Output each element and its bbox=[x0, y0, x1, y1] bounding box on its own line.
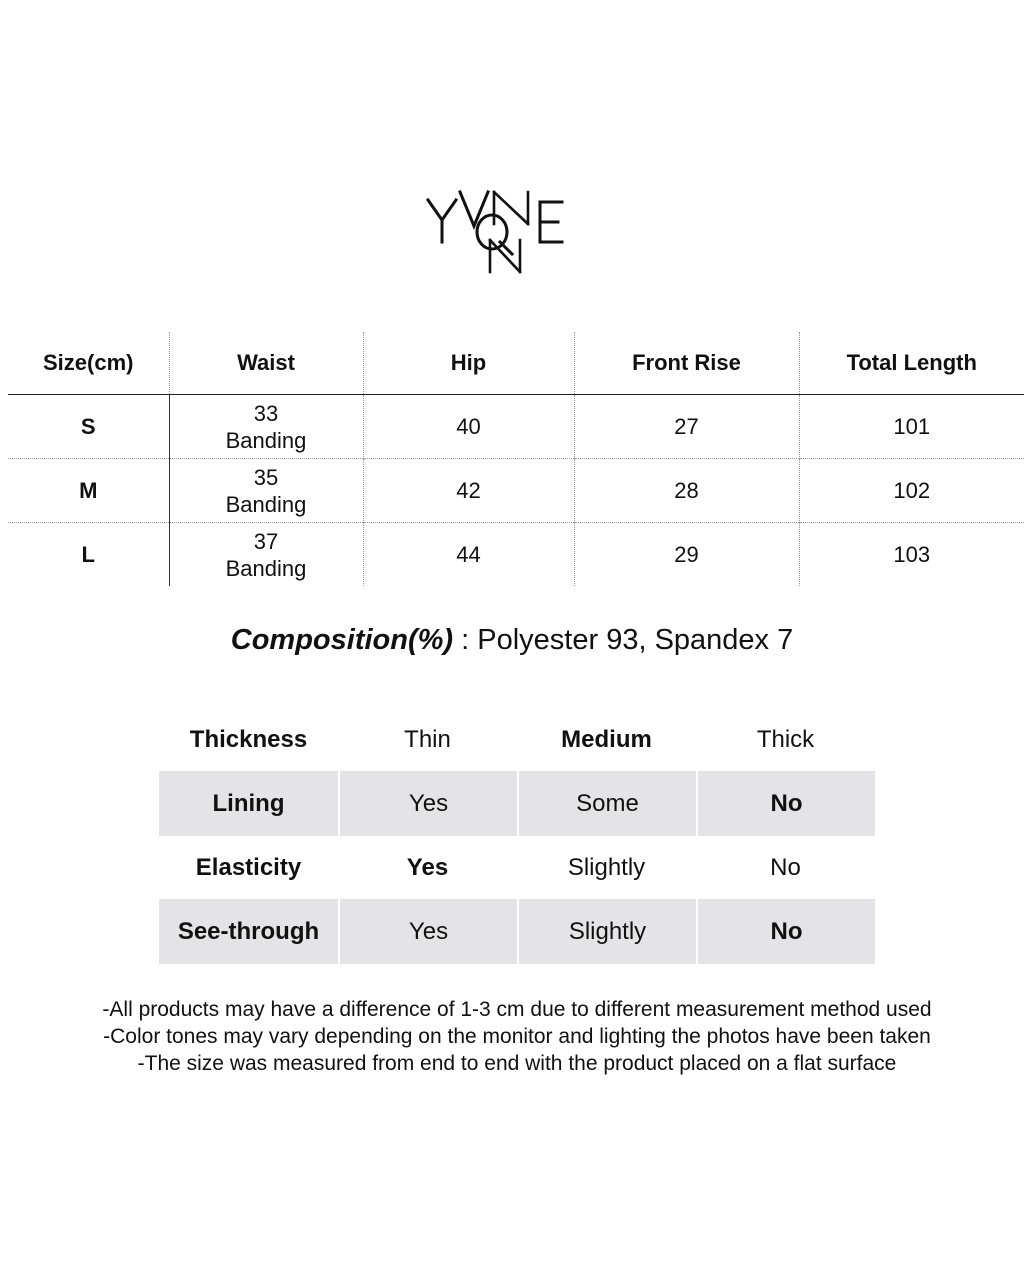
size-label: M bbox=[8, 459, 169, 523]
fabric-attribute: Elasticity bbox=[195, 853, 302, 881]
fabric-properties-table bbox=[159, 708, 875, 964]
composition-separator: : bbox=[453, 624, 478, 656]
fabric-option-selected: No bbox=[696, 771, 875, 836]
waist-note: Banding bbox=[225, 555, 307, 581]
total-length-value: 101 bbox=[799, 395, 1024, 459]
waist-number: 37 bbox=[253, 528, 279, 554]
header-hip: Hip bbox=[363, 332, 574, 395]
waist-note: Banding bbox=[225, 491, 307, 517]
fabric-row-thickness bbox=[159, 708, 875, 771]
composition-value: Polyester 93, Spandex 7 bbox=[477, 624, 794, 656]
fabric-row-lining bbox=[159, 771, 875, 836]
total-length-value: 103 bbox=[799, 523, 1024, 587]
fabric-option: Yes bbox=[338, 771, 517, 836]
fabric-option: Some bbox=[517, 771, 696, 836]
fabric-attribute: Thickness bbox=[189, 725, 308, 753]
brand-logo bbox=[420, 180, 580, 276]
size-label: S bbox=[80, 414, 96, 439]
front-rise-value: 27 bbox=[574, 395, 799, 459]
waist-value bbox=[169, 523, 363, 587]
header-size: Size(cm) bbox=[8, 332, 169, 395]
size-chart-table bbox=[8, 332, 1024, 586]
size-label: L bbox=[8, 523, 169, 587]
fabric-option-selected: Yes bbox=[406, 853, 449, 881]
hip-value: 44 bbox=[363, 523, 574, 587]
size-chart-header-row bbox=[8, 332, 1024, 395]
fabric-row-elasticity bbox=[159, 836, 875, 899]
size-row-s bbox=[8, 395, 1024, 459]
header-front-rise: Front Rise bbox=[574, 332, 799, 395]
waist-value bbox=[169, 395, 363, 459]
fabric-attribute: Lining bbox=[159, 771, 338, 836]
header-waist: Waist bbox=[169, 332, 363, 395]
front-rise-value: 28 bbox=[574, 459, 799, 523]
note-line: -Color tones may vary depending on the monitor and lighting the photos have been taken bbox=[103, 1025, 931, 1048]
composition-label: Composition(%) bbox=[230, 624, 454, 656]
hip-value: 40 bbox=[363, 395, 574, 459]
waist-note: Banding bbox=[225, 427, 307, 453]
note-line: -The size was measured from end to end with the product placed on a flat surface bbox=[137, 1052, 897, 1075]
fabric-option-selected: No bbox=[696, 899, 875, 964]
yvonne-logo-icon bbox=[420, 180, 580, 276]
total-length-value: 102 bbox=[799, 459, 1024, 523]
waist-number: 35 bbox=[253, 464, 279, 490]
size-row-m bbox=[8, 459, 1024, 523]
hip-value: 42 bbox=[363, 459, 574, 523]
fabric-option: Thick bbox=[756, 725, 815, 753]
fabric-option: Slightly bbox=[517, 899, 696, 964]
disclaimer-notes bbox=[0, 996, 1024, 1077]
fabric-option-selected: Medium bbox=[561, 725, 652, 753]
fabric-row-see-through bbox=[159, 899, 875, 964]
composition-line bbox=[0, 618, 1024, 662]
front-rise-value: 29 bbox=[574, 523, 799, 587]
fabric-option: Thin bbox=[404, 725, 451, 753]
fabric-option: No bbox=[770, 853, 801, 881]
header-total-length: Total Length bbox=[799, 332, 1024, 395]
note-line: -All products may have a difference of 1-3 cm due to different measurement method used bbox=[102, 998, 932, 1021]
waist-number: 33 bbox=[253, 400, 279, 426]
waist-value bbox=[169, 459, 363, 523]
size-row-l bbox=[8, 523, 1024, 587]
fabric-option: Slightly bbox=[567, 853, 646, 881]
fabric-attribute: See-through bbox=[159, 899, 338, 964]
fabric-option: Yes bbox=[338, 899, 517, 964]
